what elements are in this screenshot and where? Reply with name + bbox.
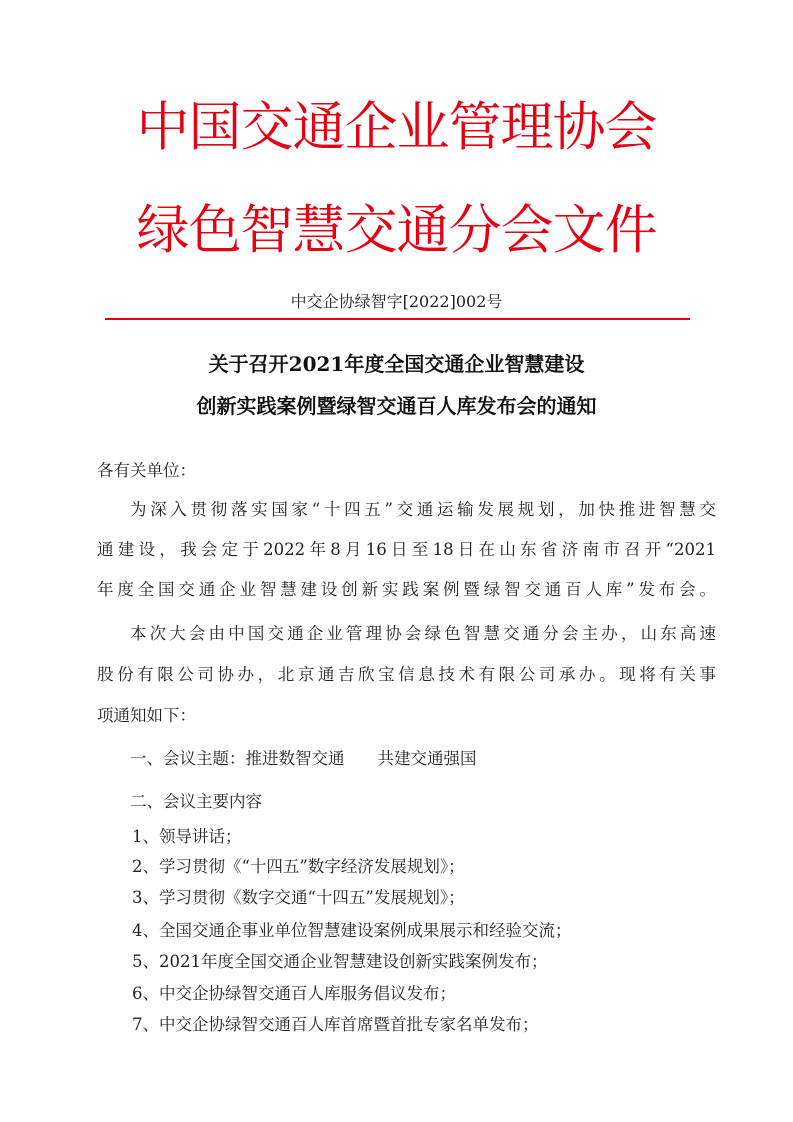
red-divider-line <box>105 318 690 320</box>
issuer-header-line1: 中国交通企业管理协会 <box>136 97 657 158</box>
paragraph2-line1: 本次大会由中国交通企业管理协会绿色智慧交通分会主办，山东高速 <box>130 624 716 643</box>
notice-title-line1: 关于召开2021年度全国交通企业智慧建设 <box>208 352 585 376</box>
paragraph1-line1: 为深入贯彻落实国家“十四五”交通运输发展规划，加快推进智慧交 <box>130 500 716 519</box>
section-main-content: 二、会议主要内容 <box>130 792 262 811</box>
list-item: 1、领导讲话； <box>132 827 242 846</box>
paragraph1-line3: 年度全国交通企业智慧建设创新实践案例暨绿智交通百人库”发布会。 <box>97 580 716 599</box>
salutation: 各有关单位： <box>97 461 196 480</box>
issuer-header-line2: 绿色智慧交通分会文件 <box>136 200 657 261</box>
list-item: 7、中交企协绿智交通百人库首席暨首批专家名单发布； <box>132 1015 539 1034</box>
list-item: 4、全国交通企事业单位智慧建设案例成果展示和经验交流； <box>132 921 572 940</box>
list-item: 2、学习贯彻《“十四五”数字经济发展规划》； <box>132 857 465 876</box>
list-item: 6、中交企协绿智交通百人库服务倡议发布； <box>132 984 456 1003</box>
paragraph1-line2: 通建设，我会定于2022年8月16日至18日在山东省济南市召开“2021 <box>97 540 716 559</box>
section-meeting-theme: 一、会议主题：推进数智交通 共建交通强国 <box>130 749 477 768</box>
notice-title-line2: 创新实践案例暨绿智交通百人库发布会的通知 <box>196 394 597 418</box>
document-number: 中交企协绿智字[2022]002号 <box>290 292 503 311</box>
paragraph2-line2: 股份有限公司协办，北京通吉欣宝信息技术有限公司承办。现将有关事 <box>97 665 716 684</box>
paragraph2-line3: 项通知如下： <box>97 706 196 725</box>
list-item: 5、2021年度全国交通企业智慧建设创新实践案例发布； <box>132 952 548 971</box>
list-item: 3、学习贯彻《数字交通“十四五”发展规划》； <box>132 888 465 907</box>
